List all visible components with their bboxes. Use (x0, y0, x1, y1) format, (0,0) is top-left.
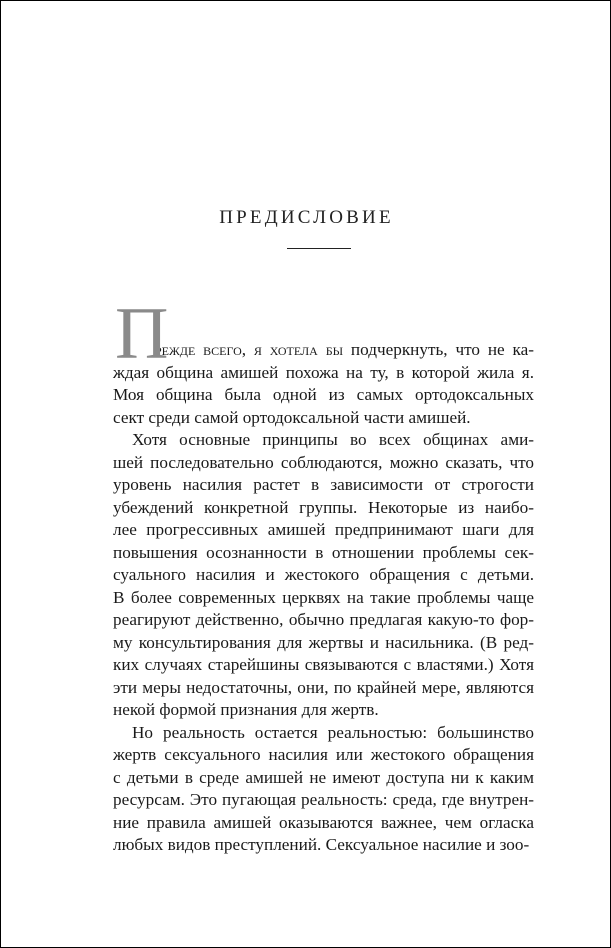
title-divider (287, 248, 351, 249)
first-line-rest: подчеркнуть, что не ка- (343, 340, 534, 359)
text-line: му консультирования для жертвы и насильника. (В ред- (113, 632, 534, 652)
text-line: Моя община была одной из самых ортодоксальных (113, 385, 534, 404)
text-line: ждая община амишей похожа на ту, в которой жила я. (113, 362, 534, 382)
text-line: повышения осознанности в отношении проблемы сек- (113, 542, 534, 562)
text-line: ресурсам. Это пугающая реальность: среда, где внутрен- (113, 790, 534, 809)
text-line: В более современных церквях на такие проблемы чаще (113, 587, 534, 607)
chapter-title: ПРЕДИСЛОВИЕ (219, 207, 394, 228)
text-line: уровень насилия растет в зависимости от строгости (113, 475, 534, 494)
text-line: жертв сексуального насилия или жестокого обращения (113, 745, 534, 764)
text-line: Но реальность остается реальностью: большинство (132, 722, 534, 742)
text-line: суального насилия и жестокого обращения с детьми. (113, 565, 534, 584)
text-line: любых видов преступлений. Сексуальное насилие и зоо- (113, 835, 530, 854)
small-caps-lead: режде всего, я хотела бы (155, 340, 344, 359)
text-line: Хотя основные принципы во всех общинах ами- (132, 430, 534, 449)
text-line: реагируют действенно, обычно предлагая какую-то фор- (113, 610, 534, 629)
paragraphs (113, 362, 534, 857)
text-line: некой формой признания для жертв. (113, 700, 379, 719)
drop-cap: П (115, 293, 169, 375)
text-line: ких случаях старейшины связываются с властями.) Хотя (113, 655, 534, 674)
text-line: эти меры недостаточны, они, по крайней мере, являются (113, 677, 534, 697)
text-line: убеждений конкретной группы. Некоторые из наибо- (113, 497, 534, 517)
text-line: шей последовательно соблюдаются, можно сказать, что (113, 452, 534, 472)
text-line: ние правила амишей оказываются важнее, чем огласка (113, 812, 534, 832)
text-line: с детьми в среде амишей не имеют доступа ни к каким (113, 767, 534, 787)
body-text (113, 293, 534, 857)
text-line: лее прогрессивных амишей предпринимают шаги для (113, 520, 534, 539)
text-line: сект среди самой ортодоксальной части амишей. (113, 407, 471, 427)
